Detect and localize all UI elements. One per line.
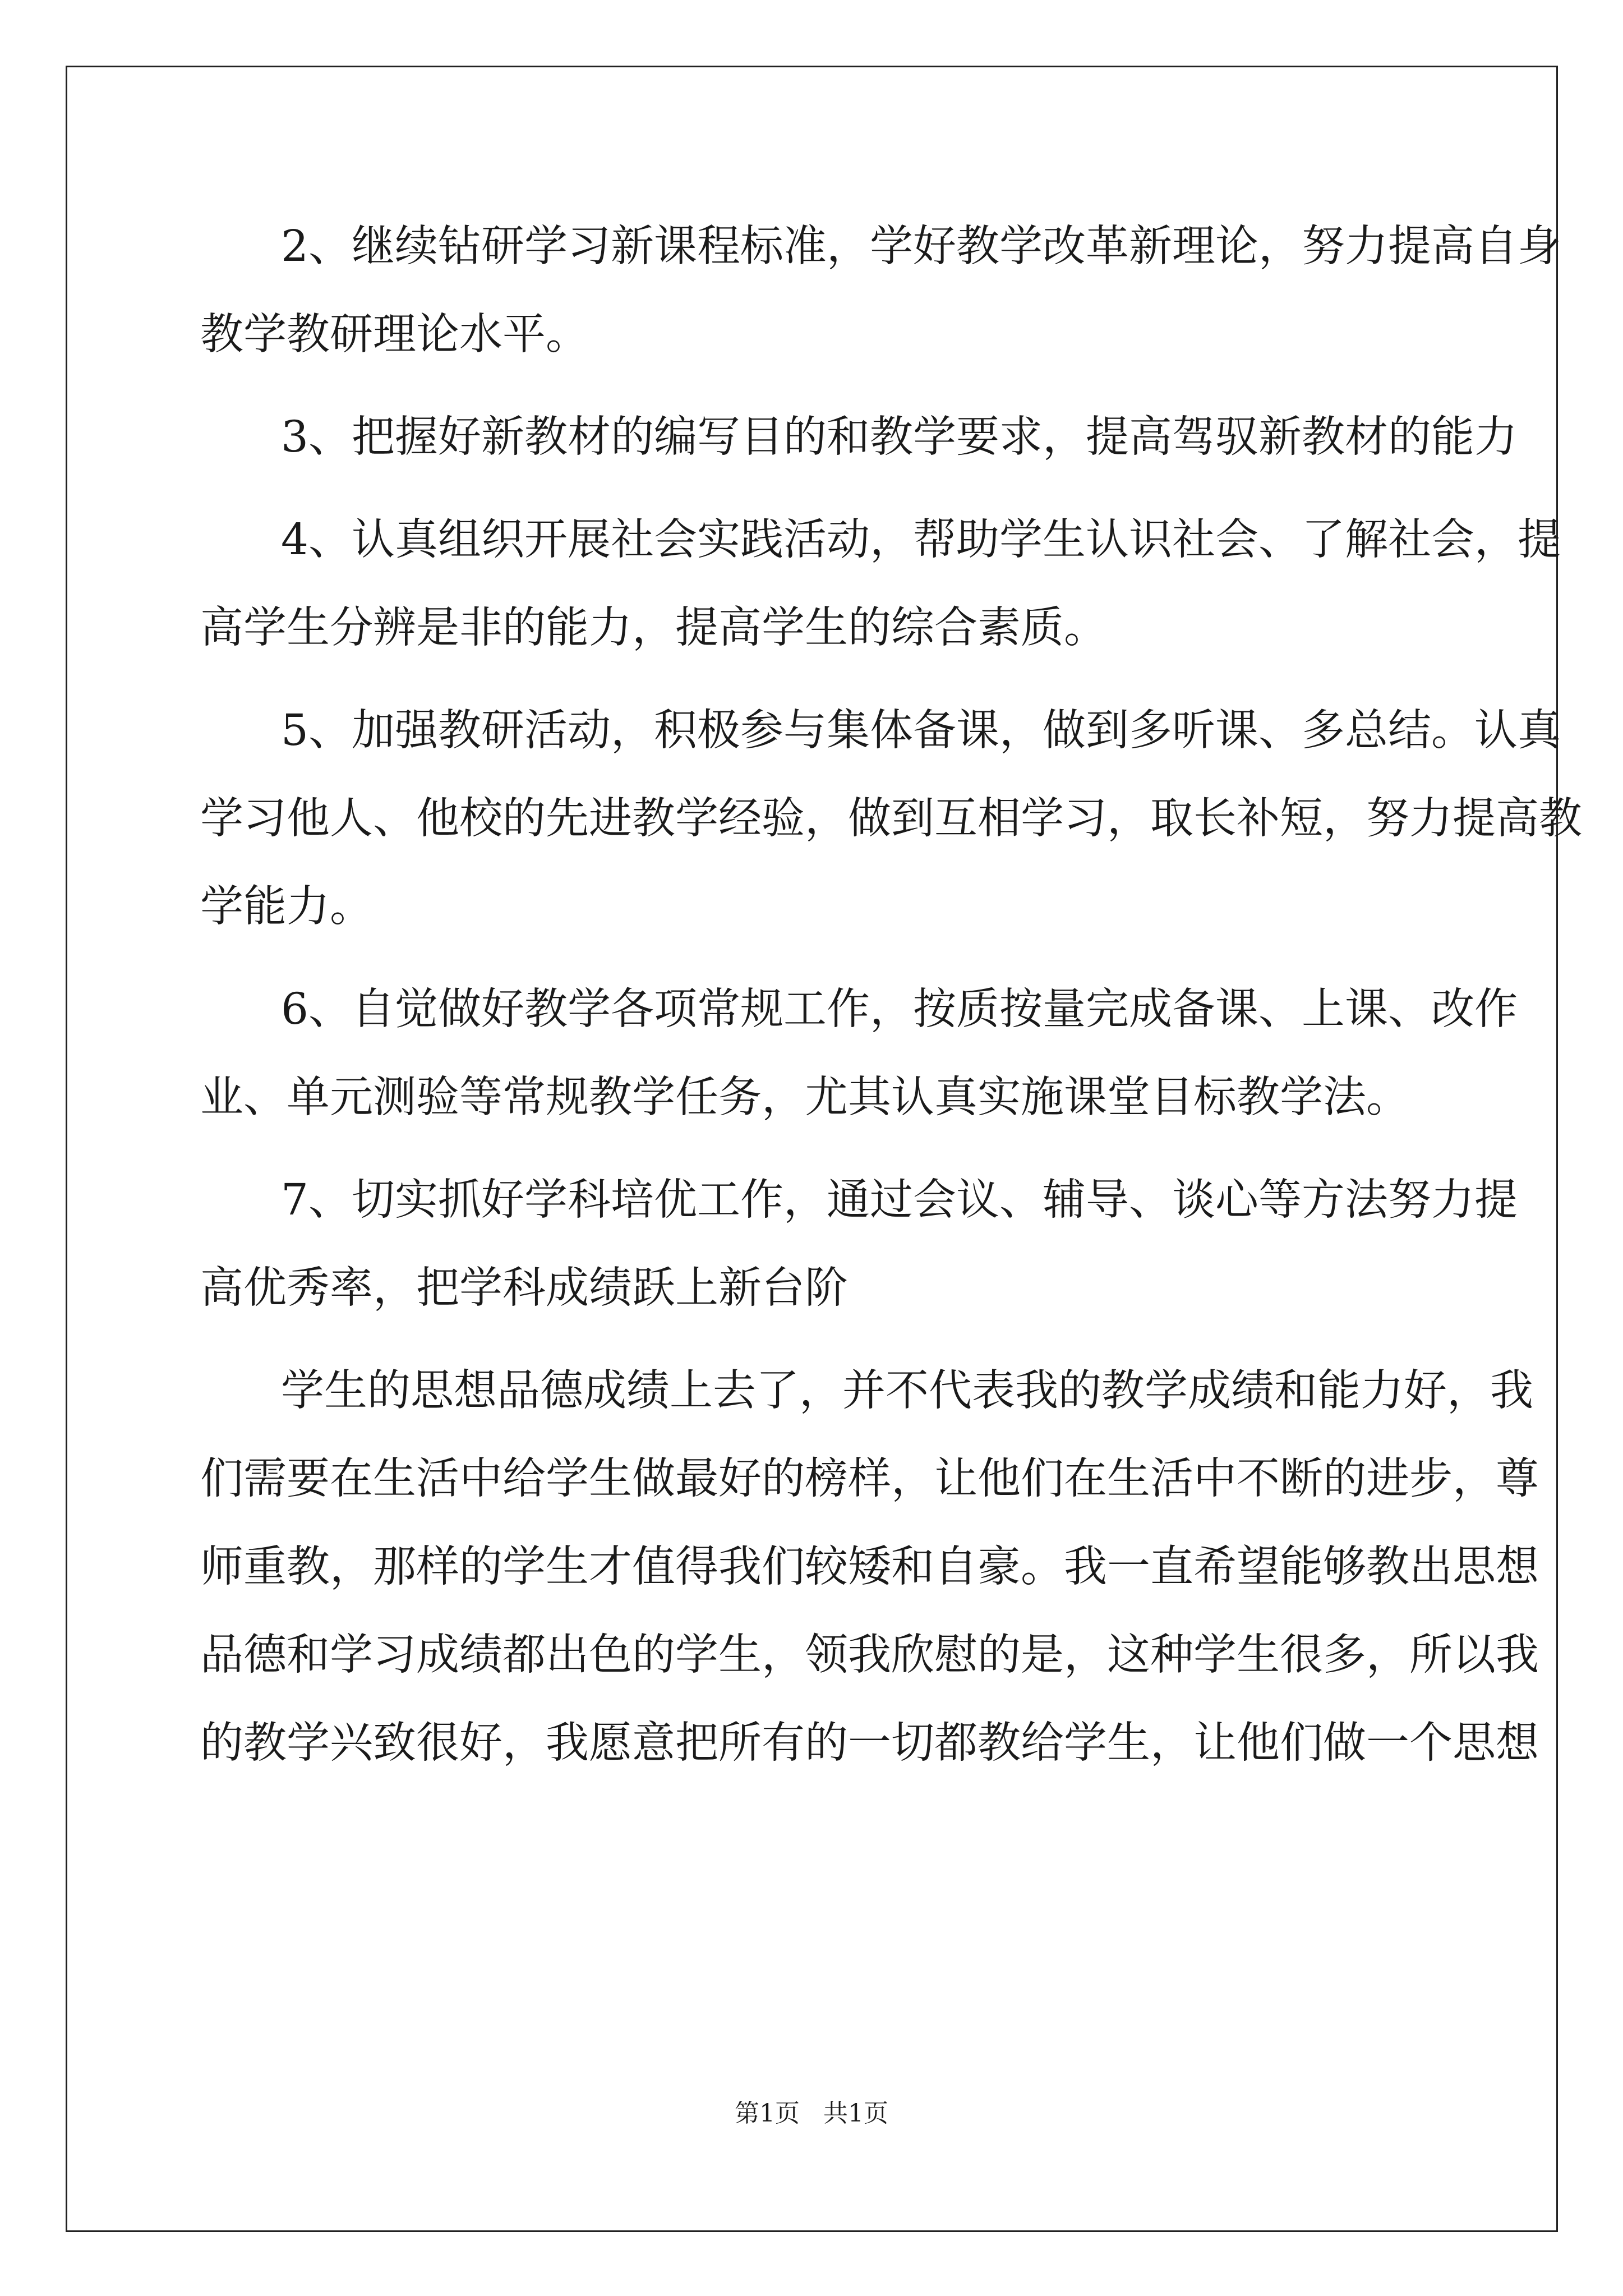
text-line: 教学教研理论水平。 xyxy=(200,310,589,360)
text-line: 高优秀率，把学科成绩跃上新台阶 xyxy=(200,1263,848,1313)
text-line: 品德和学习成绩都出色的学生，领我欣慰的是，这种学生很多，所以我 xyxy=(200,1630,1539,1680)
text-line: 7、切实抓好学科培优工作，通过会议、辅导、谈心等方法努力提 xyxy=(281,1175,1518,1225)
text-line: 学习他人、他校的先进教学经验，做到互相学习，取长补短，努力提高教 xyxy=(200,794,1582,844)
text-line: 5、加强教研活动，积极参与集体备课，做到多听课、多总结。认真 xyxy=(281,706,1561,756)
text-line: 的教学兴致很好，我愿意把所有的一切都教给学生，让他们做一个思想 xyxy=(200,1718,1539,1768)
text-line: 3、把握好新教材的编写目的和教学要求，提高驾驭新教材的能力 xyxy=(281,412,1518,462)
page-number: 第1页 xyxy=(735,2099,800,2128)
text-line: 4、认真组织开展社会实践活动，帮助学生认识社会、了解社会，提 xyxy=(281,515,1561,565)
text-line: 学能力。 xyxy=(200,882,373,932)
text-line: 师重教，那样的学生才值得我们较矮和自豪。我一直希望能够教出思想 xyxy=(200,1542,1539,1592)
text-line: 2、继续钻研学习新课程标准，学好教学改革新理论，努力提高自身 xyxy=(281,222,1561,272)
page-footer xyxy=(0,2097,1623,2131)
text-line: 学生的思想品德成绩上去了，并不代表我的教学成绩和能力好，我 xyxy=(281,1366,1533,1416)
text-line: 高学生分辨是非的能力，提高学生的综合素质。 xyxy=(200,603,1107,653)
page-count: 共1页 xyxy=(823,2099,888,2128)
text-line: 们需要在生活中给学生做最好的榜样，让他们在生活中不断的进步，尊 xyxy=(200,1454,1539,1504)
text-line: 6、自觉做好教学各项常规工作，按质按量完成备课、上课、改作 xyxy=(281,984,1518,1034)
page-border xyxy=(66,66,1582,2232)
text-line: 业、单元测验等常规教学任务，尤其认真实施课堂目标教学法。 xyxy=(200,1073,1409,1122)
